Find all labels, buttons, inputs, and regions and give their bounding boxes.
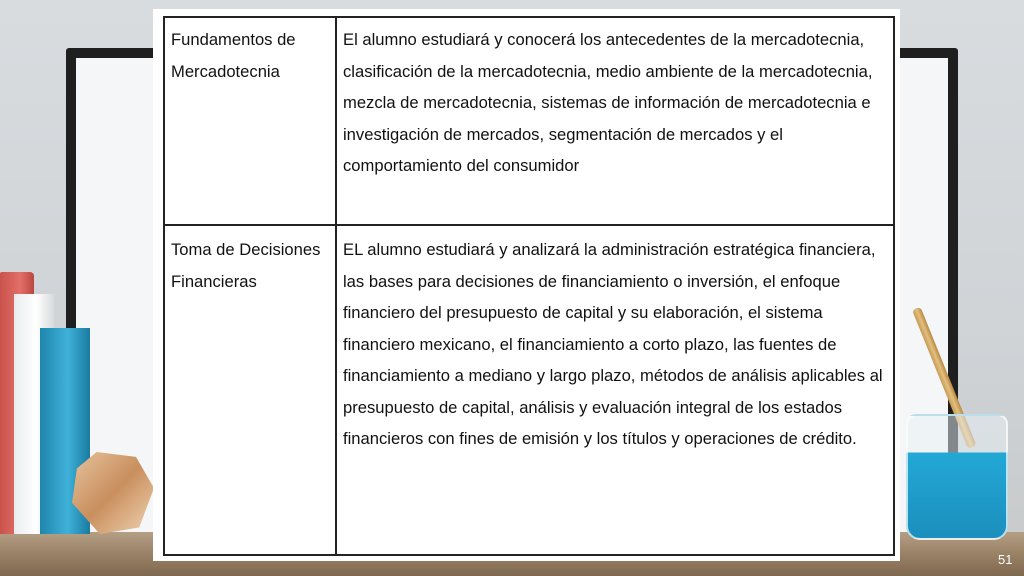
- background-water-jar: [906, 414, 1008, 540]
- subject-cell: Fundamentos de Mercadotecnia: [164, 17, 336, 225]
- slide-content: [153, 9, 900, 561]
- subjects-table: [163, 16, 895, 556]
- table-row: [164, 225, 894, 555]
- description-cell: EL alumno estudiará y analizará la administración estratégica financiera, las bases para decisiones de financiamiento o inversión, el enfoque financiero del presupuesto de capital y su elaboración, el sistema financiero mexicano, el financiamiento a corto plazo, las fuentes de financiamiento a mediano y largo plazo, métodos de análisis aplicables al presupuesto de capital, análisis y evaluación integral de los estados financieros con fines de emisión y los títulos y operaciones de crédito.: [336, 225, 894, 555]
- page-number: 51: [998, 552, 1013, 567]
- description-cell: El alumno estudiará y conocerá los antecedentes de la mercadotecnia, clasificación de la mercadotecnia, medio ambiente de la mercadotecnia, mezcla de mercadotecnia, sistemas de información de mercadotecnia e investigación de mercados, segmentación de mercados y el comportamiento del consumidor: [336, 17, 894, 225]
- subject-cell: Toma de Decisiones Financieras: [164, 225, 336, 555]
- table-row: [164, 17, 894, 225]
